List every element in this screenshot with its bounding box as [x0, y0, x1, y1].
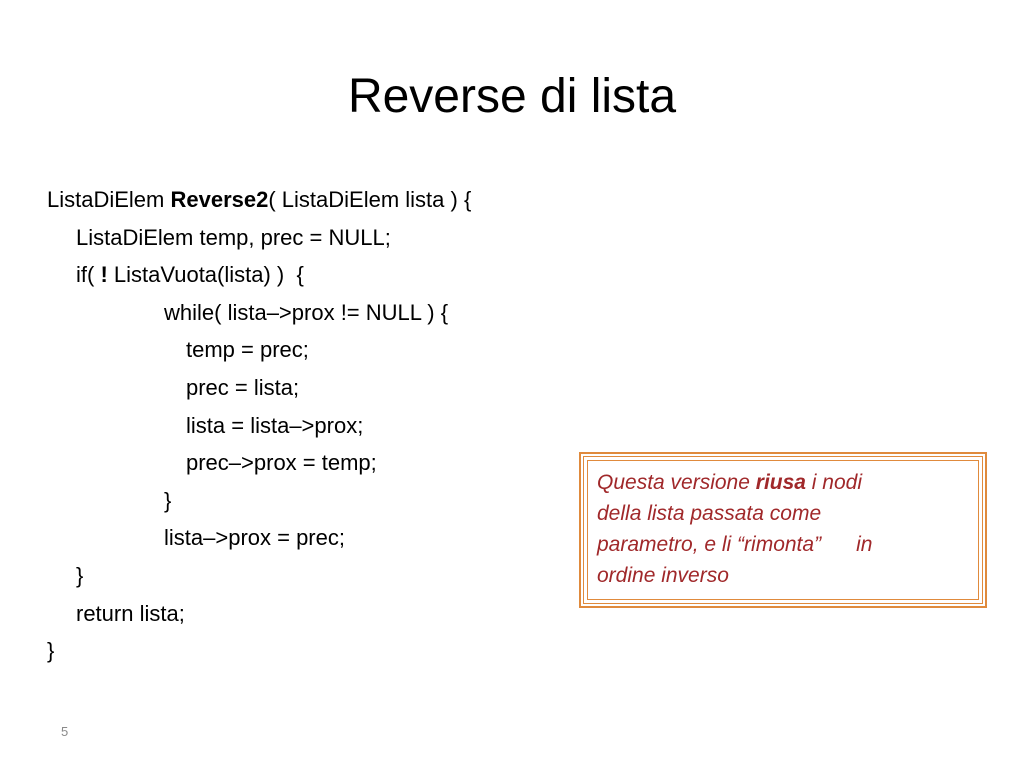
code-line-6: prec = lista; — [186, 374, 300, 400]
code-line-7: lista = lista–>prox; — [186, 412, 364, 438]
code-line-4: while( lista–>prox != NULL ) { — [164, 299, 449, 325]
note-emphasis: riusa — [755, 471, 806, 494]
function-name: Reverse2 — [170, 187, 269, 212]
code-block — [47, 181, 471, 670]
note-line-4: ordine inverso — [597, 564, 729, 587]
code-text: ListaDiElem — [47, 187, 171, 212]
code-line-8: prec–>prox = temp; — [186, 450, 377, 476]
code-line-12: return lista; — [76, 600, 185, 626]
not-operator: ! — [100, 262, 108, 288]
code-line-11: } — [76, 562, 84, 588]
code-text: if( — [76, 262, 101, 288]
note-line-1 — [597, 467, 967, 498]
code-text: ListaVuota(lista) ) { — [107, 262, 304, 288]
code-line-13: } — [47, 638, 55, 664]
code-line-1 — [47, 181, 471, 219]
note-text — [597, 467, 967, 591]
note-line-3: parametro, e li “rimonta” in — [597, 533, 873, 556]
code-text: ( ListaDiElem lista ) { — [268, 187, 472, 212]
slide-number: 5 — [61, 724, 69, 739]
note-line-2: della lista passata come — [597, 502, 822, 525]
code-line-10: lista–>prox = prec; — [164, 525, 345, 551]
note-text-segment: Questa versione — [597, 471, 756, 494]
code-line-2: ListaDiElem temp, prec = NULL; — [76, 224, 391, 250]
slide-title: Reverse di lista — [347, 70, 677, 123]
note-box — [579, 452, 987, 608]
code-line-3 — [47, 256, 471, 294]
note-text-segment: i nodi — [805, 471, 863, 494]
code-line-5: temp = prec; — [186, 337, 309, 363]
code-line-9: } — [164, 487, 172, 513]
